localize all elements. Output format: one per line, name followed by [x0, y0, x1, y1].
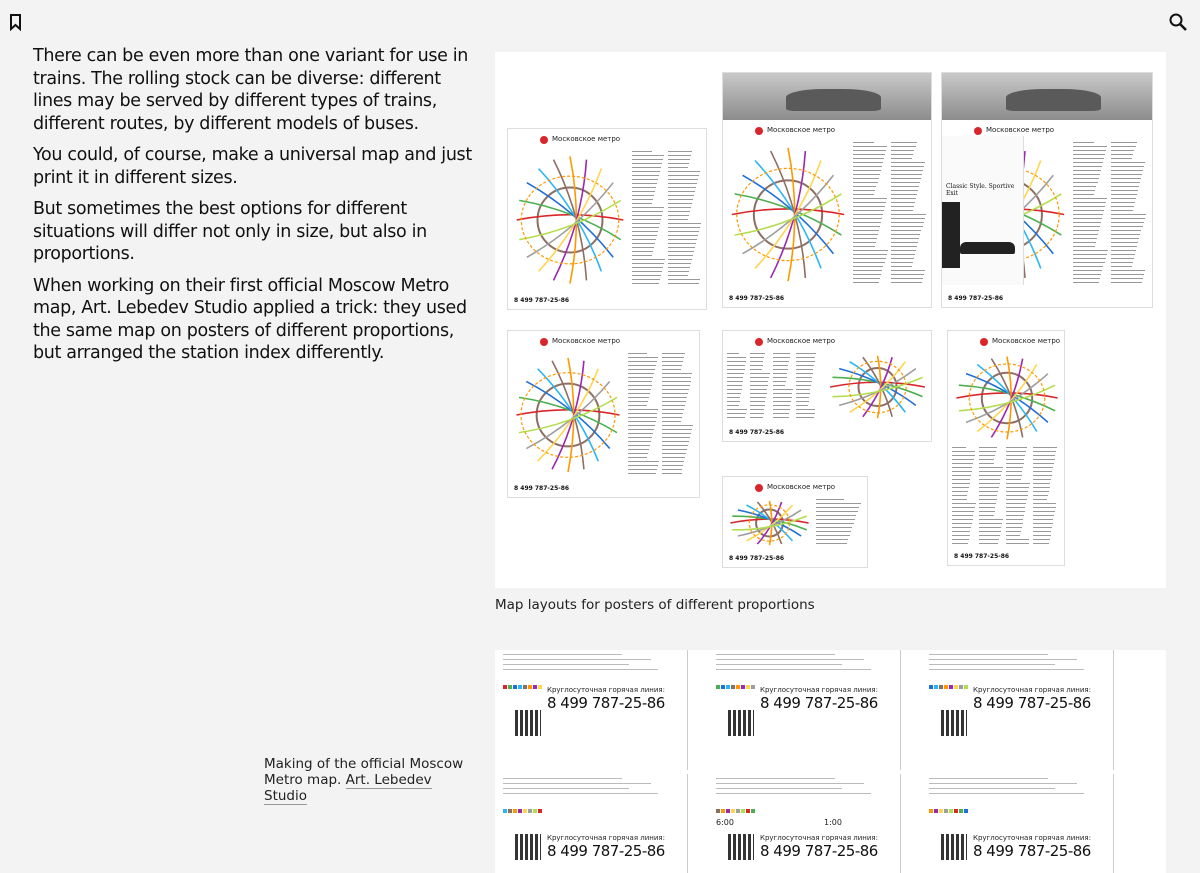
poster-phone: 8 499 787-25-86 [948, 295, 1004, 302]
poster-5 [722, 330, 932, 442]
qr-code-icon [728, 710, 754, 736]
paragraph-3: But sometimes the best options for different situations will differ not only in size, but also in proportions. [33, 199, 427, 264]
metro-logo-icon [980, 338, 988, 346]
qr-code-icon [941, 834, 967, 860]
station-list [716, 654, 886, 674]
poster-title: Московское метро [986, 126, 1055, 134]
hotline-title: Круглосуточная горячая линия: [973, 686, 1091, 694]
closing-time: 1:00 [824, 818, 842, 827]
side-caption-text: Making of the official Moscow Metro map. [264, 756, 464, 788]
poster-header [723, 335, 931, 351]
opening-time: 6:00 [716, 818, 734, 827]
poster-6 [947, 330, 1065, 566]
poster-header [723, 481, 867, 497]
hotline-number: 8 499 787-25-86 [547, 842, 665, 860]
station-index [853, 142, 929, 287]
station-index [628, 353, 697, 477]
line-markers [929, 674, 969, 693]
station-index [727, 353, 822, 421]
station-list [503, 778, 673, 798]
hotline-number: 8 499 787-25-86 [973, 842, 1091, 860]
index-panel-5 [708, 774, 901, 873]
poster-header [948, 335, 1064, 351]
hotline-title: Круглосуточная горячая линия: [760, 834, 878, 842]
car-ad-banner [942, 73, 1153, 120]
poster-phone: 8 499 787-25-86 [954, 553, 1010, 560]
poster-title: Московское метро [767, 126, 836, 134]
poster-phone: 8 499 787-25-86 [729, 429, 785, 436]
paragraph-4: When working on their first official Moscow Metro map, Art. Lebedev Studio applied a trick: they used the same map on posters of different proportions, but arranged the station index differently. [33, 275, 467, 363]
car-ad-banner [723, 73, 932, 120]
poster-title: Московское метро [767, 483, 836, 491]
suit-shape [942, 202, 960, 268]
poster-title: Московское метро [552, 337, 621, 345]
car-shape [1006, 89, 1101, 110]
search-icon[interactable] [1168, 12, 1188, 32]
station-index [816, 499, 865, 547]
hotline-title: Круглосуточная горячая линия: [547, 686, 665, 694]
station-index [632, 151, 704, 289]
ad-panel [942, 136, 1024, 285]
poster-title: Московское метро [552, 135, 621, 143]
poster-phone: 8 499 787-25-86 [729, 295, 785, 302]
line-markers [929, 798, 969, 817]
poster-4 [507, 330, 700, 498]
qr-code-icon [515, 710, 541, 736]
hotline-title: Круглосуточная горячая линия: [547, 834, 665, 842]
index-panel-1 [495, 650, 688, 770]
station-index [952, 447, 1062, 545]
line-markers [716, 798, 756, 817]
hotline-number: 8 499 787-25-86 [760, 694, 878, 712]
qr-code-icon [515, 834, 541, 860]
poster-2 [722, 72, 932, 308]
station-list [929, 778, 1099, 798]
poster-3 [941, 72, 1153, 308]
ad-text: Classic Style. Sportive Exit [946, 183, 1015, 198]
article-body [33, 45, 478, 374]
metro-logo-icon [540, 136, 548, 144]
index-panel-3 [921, 650, 1114, 770]
car-shape [960, 242, 1015, 254]
poster-title: Московское метро [992, 337, 1061, 345]
bookmark-icon[interactable] [6, 12, 26, 32]
station-index [1073, 142, 1150, 287]
station-list [503, 654, 673, 674]
poster-phone: 8 499 787-25-86 [729, 555, 785, 562]
poster-header [508, 133, 706, 149]
poster-phone: 8 499 787-25-86 [514, 485, 570, 492]
metro-logo-icon [755, 127, 763, 135]
poster-title: Московское метро [767, 337, 836, 345]
index-panel-4 [495, 774, 688, 873]
studio-link[interactable]: Art. Lebedev Studio [264, 772, 432, 804]
station-index-image [495, 650, 1166, 873]
qr-code-icon [728, 834, 754, 860]
hotline-number: 8 499 787-25-86 [547, 694, 665, 712]
hotline-title: Круглосуточная горячая линия: [760, 686, 878, 694]
metro-logo-icon [974, 127, 982, 135]
qr-code-icon [941, 710, 967, 736]
poster-phone: 8 499 787-25-86 [514, 297, 570, 304]
metro-logo-icon [540, 338, 548, 346]
metro-logo-icon [755, 338, 763, 346]
line-markers [503, 798, 543, 817]
paragraph-2: You could, of course, make a universal map and just print it in different sizes. [33, 145, 472, 188]
poster-1 [507, 128, 707, 310]
hotline-title: Круглосуточная горячая линия: [973, 834, 1091, 842]
station-list [929, 654, 1099, 674]
line-markers [716, 674, 756, 693]
line-markers [503, 674, 543, 693]
hotline-number: 8 499 787-25-86 [760, 842, 878, 860]
figure-caption: Map layouts for posters of different proportions [495, 597, 815, 613]
station-list [716, 778, 886, 798]
index-panel-2 [708, 650, 901, 770]
side-caption [264, 756, 474, 804]
poster-7 [722, 476, 868, 568]
hotline-number: 8 499 787-25-86 [973, 694, 1091, 712]
car-shape [786, 89, 881, 110]
index-panel-6 [921, 774, 1114, 873]
poster-header [723, 124, 931, 140]
poster-layouts-image [495, 52, 1166, 588]
metro-logo-icon [755, 484, 763, 492]
poster-header [508, 335, 699, 351]
paragraph-1: There can be even more than one variant for use in trains. The rolling stock can be diverse: different lines may be served by different types of trains, different routes, by different models of buses. [33, 46, 469, 134]
